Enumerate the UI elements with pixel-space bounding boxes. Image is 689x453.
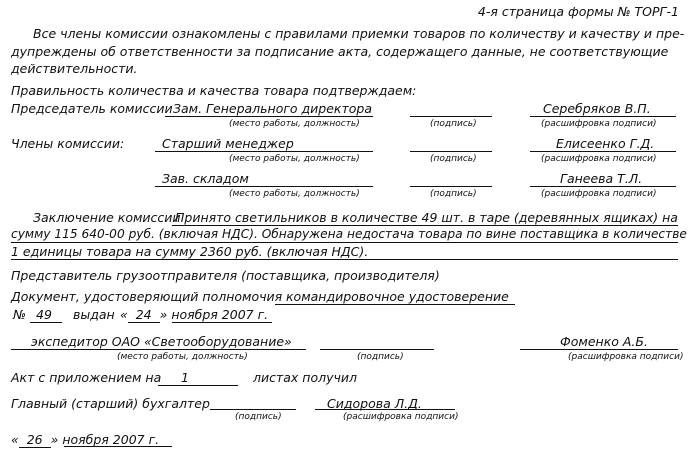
intro-line-2: дупреждены об ответственности за подписание акта, содержащего данные, не соответствующие xyxy=(11,44,669,59)
document-no-label: № xyxy=(13,307,27,322)
final-month-line xyxy=(64,446,172,447)
member2-decoding-caption: (расшифровка подписи) xyxy=(541,189,657,199)
document-value-line xyxy=(275,304,515,305)
member2-position: Зав. складом xyxy=(162,171,249,186)
accountant-name-line xyxy=(315,409,455,410)
final-month-year: ноября 2007 г. xyxy=(62,432,160,447)
chairman-name-line xyxy=(530,116,676,117)
conclusion-label: Заключение комиссии xyxy=(33,210,181,225)
member1-decoding-caption: (расшифровка подписи) xyxy=(541,154,657,164)
forwarder-name-line xyxy=(520,349,678,350)
accountant-label: Главный (старший) бухгалтер xyxy=(11,396,210,411)
document-day: 24 xyxy=(128,307,160,323)
member2-position-line xyxy=(155,186,373,187)
accountant-signature-caption: (подпись) xyxy=(235,412,282,422)
chairman-label: Председатель комиссии xyxy=(11,101,173,116)
document-date: « 24 » ноября 2007 г. xyxy=(120,307,269,322)
accountant-signature-line xyxy=(210,409,296,410)
conclusion-line-3: 1 единицы товара на сумму 2360 руб. (включая НДС). xyxy=(11,244,369,259)
form-page-header: 4-я страница формы № ТОРГ-1 xyxy=(477,4,679,19)
conclusion-underline-3 xyxy=(11,259,678,260)
conclusion-underline-2 xyxy=(11,242,678,243)
chairman-signature-caption: (подпись) xyxy=(430,119,477,129)
chairman-position: Зам. Генерального директора xyxy=(173,101,372,116)
chairman-name: Серебряков В.П. xyxy=(543,101,651,116)
conclusion-line-2: сумму 115 640-00 руб. (включая НДС). Обнаружена недостача товара по вине поставщика в количестве xyxy=(11,227,687,241)
forwarder-decoding-caption: (расшифровка подписи) xyxy=(568,352,684,362)
member1-position: Старший менеджер xyxy=(162,136,294,151)
chairman-signature-line xyxy=(410,116,492,117)
accountant-decoding-caption: (расшифровка подписи) xyxy=(343,412,459,422)
member2-name: Ганеева Т.Л. xyxy=(560,171,643,186)
act-count: 1 xyxy=(181,370,189,385)
chairman-position-line xyxy=(165,116,373,117)
shipper-label: Представитель грузоотправителя (поставщика, производителя) xyxy=(11,268,440,283)
document-number: 49 xyxy=(36,307,52,322)
member2-signature-caption: (подпись) xyxy=(430,189,477,199)
forwarder-signature-line xyxy=(320,349,434,350)
act-suffix: листах получил xyxy=(253,370,358,385)
member2-name-line xyxy=(530,186,676,187)
conclusion-line-1: Принято светильников в количестве 49 шт. в таре (деревянных ящиках) на xyxy=(175,210,678,225)
chairman-decoding-caption: (расшифровка подписи) xyxy=(541,119,657,129)
final-day: 26 xyxy=(19,432,51,448)
member2-workplace-caption: (место работы, должность) xyxy=(229,189,360,199)
forwarder-position: экспедитор ОАО «Светооборудование» xyxy=(31,334,292,349)
member1-position-line xyxy=(155,151,373,152)
confirm-label: Правильность количества и качества товара подтверждаем: xyxy=(11,83,417,98)
member1-name: Елисеенко Г.Д. xyxy=(556,136,655,151)
document-month-line xyxy=(172,322,272,323)
act-count-line xyxy=(158,385,238,386)
member1-name-line xyxy=(530,151,676,152)
document-number-line xyxy=(30,322,62,323)
members-label: Члены комиссии: xyxy=(11,136,125,151)
member1-workplace-caption: (место работы, должность) xyxy=(229,154,360,164)
intro-line-3: действительности. xyxy=(11,61,138,76)
accountant-name: Сидорова Л.Д. xyxy=(327,396,422,411)
member2-signature-line xyxy=(410,186,492,187)
forwarder-signature-caption: (подпись) xyxy=(357,352,404,362)
final-date: « 26 » ноября 2007 г. xyxy=(11,432,160,447)
member1-signature-line xyxy=(410,151,492,152)
act-prefix: Акт с приложением на xyxy=(11,370,162,385)
forwarder-name: Фоменко А.Б. xyxy=(560,334,648,349)
intro-line-1: Все члены комиссии ознакомлены с правилами приемки товаров по количеству и качеству и пре- xyxy=(33,26,685,41)
forwarder-workplace-caption: (место работы, должность) xyxy=(117,352,248,362)
document-value: командировочное удостоверение xyxy=(286,289,509,304)
conclusion-underline-1 xyxy=(172,225,678,226)
document-issued-label: выдан xyxy=(73,307,115,322)
forwarder-position-line xyxy=(11,349,306,350)
document-month-year: ноября 2007 г. xyxy=(171,307,269,322)
document-label: Документ, удостоверяющий полномочия xyxy=(11,289,283,304)
chairman-workplace-caption: (место работы, должность) xyxy=(229,119,360,129)
member1-signature-caption: (подпись) xyxy=(430,154,477,164)
